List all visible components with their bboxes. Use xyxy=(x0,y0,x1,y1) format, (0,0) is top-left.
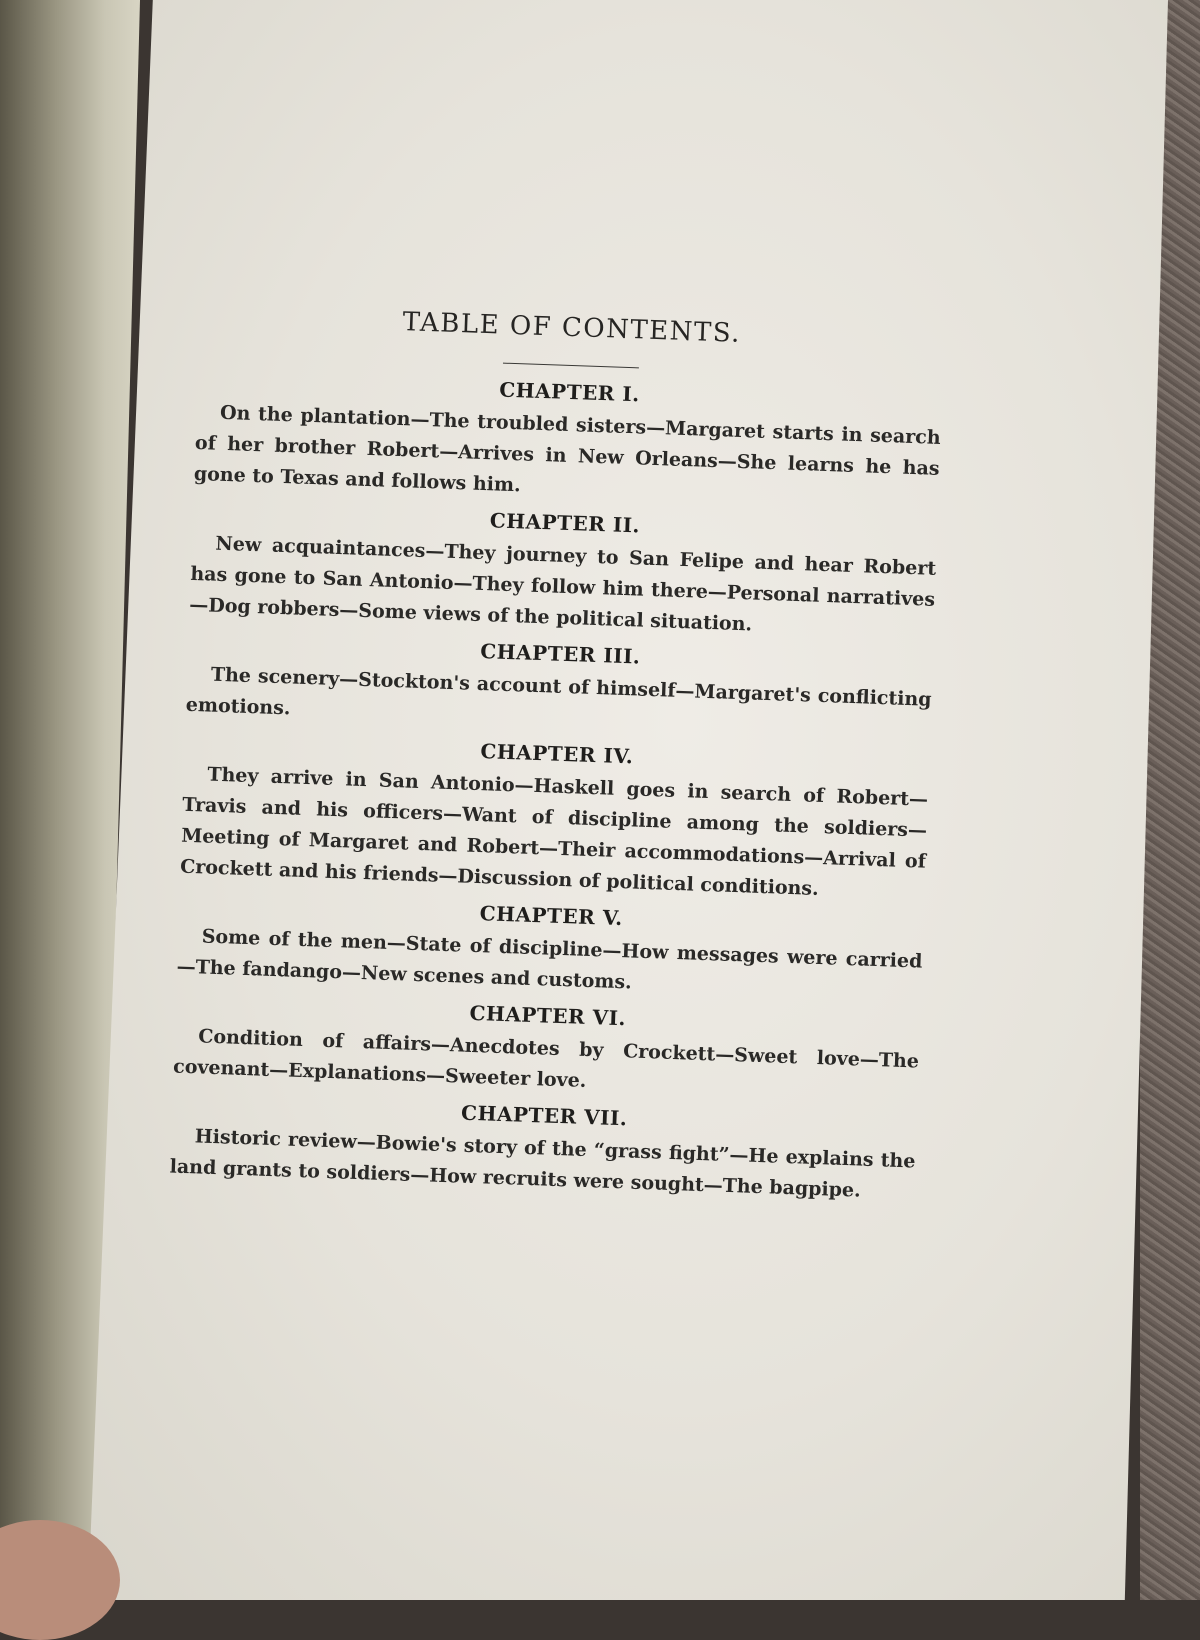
chapter-summary: New acquaintances—They journey to San Felipe and hear Robert has gone to San Antonio—They follow him there—Personal narratives—Dog robbers—Some views of the political situation. xyxy=(188,532,937,636)
chapter-summary: They arrive in San Antonio—Haskell goes in search of Robert—Travis and his officers—Want of discipline among the soldiers—Meeting of Margaret and Robert—Their accommodations—Arrival of Crockett and his friends—Discussion of political conditions. xyxy=(179,763,929,900)
chapter-summary: The scenery—Stockton's account of himself—Margaret's conflicting emotions. xyxy=(185,663,932,720)
chapter-summary: On the plantation—The troubled sisters—Margaret starts in search of her brother Robert—Arrives in New Orleans—She learns he has gone to Texas and follows him. xyxy=(193,401,942,497)
chapter-entry xyxy=(173,991,921,1109)
table-of-contents xyxy=(169,300,945,1216)
chapter-entry xyxy=(180,729,930,909)
chapter-entry xyxy=(185,629,933,747)
chapter-heading: CHAPTER III. xyxy=(479,639,641,669)
chapter-heading: CHAPTER II. xyxy=(489,508,641,538)
chapter-heading: CHAPTER I. xyxy=(498,377,641,407)
chapter-heading: CHAPTER V. xyxy=(479,901,624,931)
chapter-entry xyxy=(193,367,942,516)
chapter-summary: Condition of affairs—Anecdotes by Crockett—Sweet love—The covenant—Explanations—Sweeter love. xyxy=(172,1025,920,1092)
chapter-entry xyxy=(169,1091,917,1209)
chapter-heading: CHAPTER VII. xyxy=(460,1100,628,1131)
chapter-entry xyxy=(189,498,938,647)
chapter-heading: CHAPTER VI. xyxy=(469,1000,627,1031)
title-divider xyxy=(502,363,638,369)
chapter-summary: Some of the men—State of discipline—How messages were carried—The fandango—New scenes and customs. xyxy=(176,925,923,994)
chapter-summary: Historic review—Bowie's story of the “grass fight”—He explains the land grants to soldiers—How recruits were sought—The bagpipe. xyxy=(169,1125,916,1202)
page-title: TABLE OF CONTENTS. xyxy=(402,307,742,349)
chapter-entry xyxy=(176,891,924,1009)
chapter-heading: CHAPTER IV. xyxy=(480,739,634,769)
